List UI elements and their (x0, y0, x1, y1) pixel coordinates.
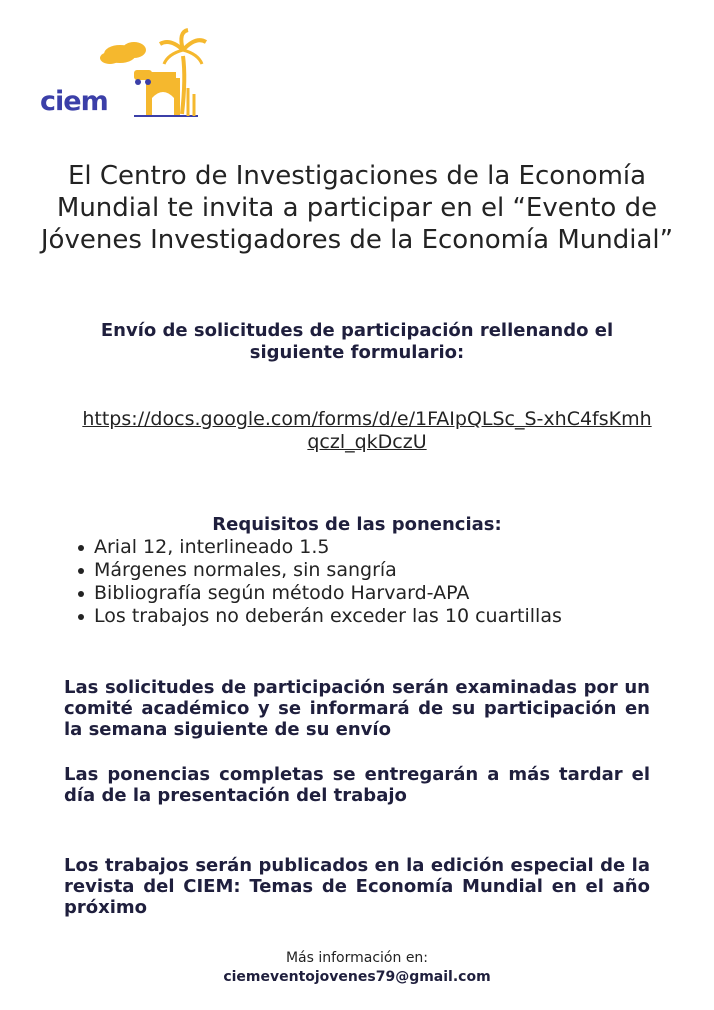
contact-email[interactable]: ciemeventojovenes79@gmail.com (223, 969, 491, 985)
list-item: Arial 12, interlineado 1.5 (76, 536, 562, 559)
more-info-label: Más información en: (285, 950, 429, 966)
requirements-title: Requisitos de las ponencias: (212, 514, 502, 535)
form-link[interactable]: https://docs.google.com/forms/d/e/1FAIpQLSc_S-xhC4fsKmhqczl_qkDczU (82, 408, 652, 453)
form-instructions: Envío de solicitudes de participación rellenando el siguiente formulario: (100, 320, 614, 363)
list-item: Márgenes normales, sin sangría (76, 559, 562, 582)
publication-paragraph: Los trabajos serán publicados en la edición especial de la revista del CIEM: Temas de Economía Mundial en el año próximo (64, 855, 650, 918)
list-item: Bibliografía según método Harvard-APA (76, 582, 562, 605)
deadline-paragraph: Las ponencias completas se entregarán a más tardar el día de la presentación del trabajo (64, 764, 650, 806)
list-item: Los trabajos no deberán exceder las 10 cuartillas (76, 605, 562, 628)
page-title: El Centro de Investigaciones de la Economía Mundial te invita a participar en el “Evento de Jóvenes Investigadores de la Economía Mundial” (40, 161, 674, 255)
review-paragraph: Las solicitudes de participación serán examinadas por un comité académico y se informará de su participación en la semana siguiente de su envío (64, 677, 650, 740)
ciem-logo-text: ciem (40, 86, 108, 117)
requirements-list (76, 536, 562, 628)
